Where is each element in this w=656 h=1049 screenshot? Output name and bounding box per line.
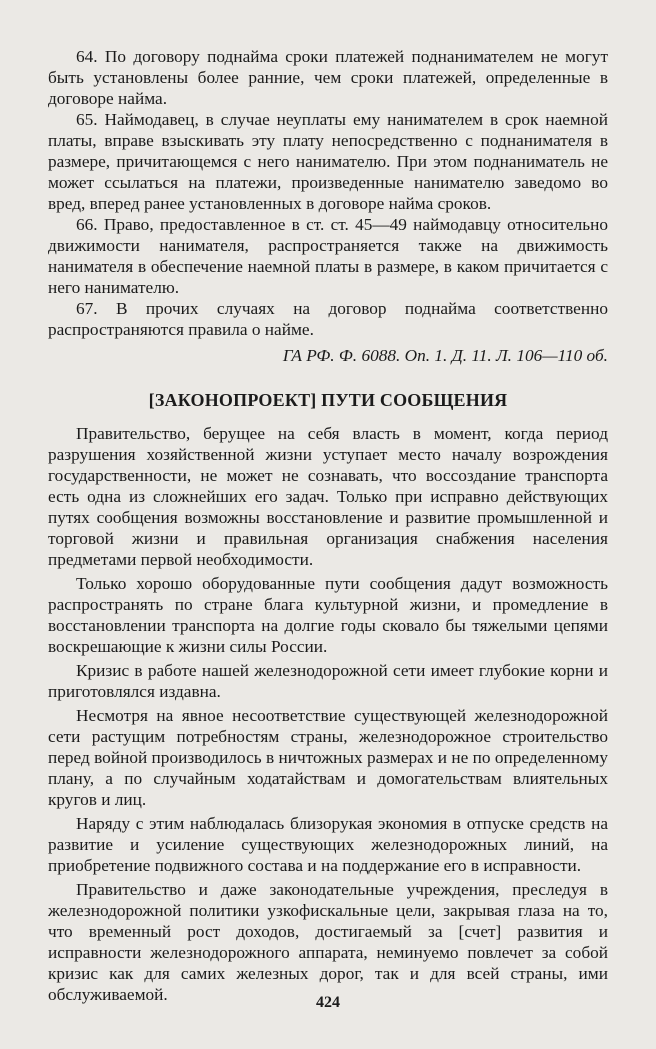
section-paragraph: Несмотря на явное несоответствие существующей железнодорожной сети растущим потребностям страны, железнодорожное строительство перед войной производилось в ничтожных размерах и не по определенному плану, а по случайным ходатайствам и домогательствам влиятельных кругов и лиц. [48,706,608,809]
section-title: [ЗАКОНОПРОЕКТ] ПУТИ СООБЩЕНИЯ [148,390,508,410]
page-text [48,46,608,1005]
paragraph-66: 66. Право, предоставленное в ст. ст. 45—49 наймодавцу относительно движимости нанимателя, распространяется также на движимость нанимателя в обеспечение наемной платы в размере, в каком причитается с него нанимателю. [48,215,608,297]
paragraph-65: 65. Наймодавец, в случае неуплаты ему нанимателем в срок наемной платы, вправе взыскивать эту плату непосредственно с поднанимателя в размере, причитающемся с него нанимателю. При этом поднаниматель не может ссылаться на платежи, произведенные нанимателю заведомо во вред, вперед ранее установленных в договоре найма сроков. [48,110,608,213]
section-paragraph: Кризис в работе нашей железнодорожной сети имеет глубокие корни и приготовлялся издавна. [48,661,608,701]
section-paragraph: Только хорошо оборудованные пути сообщения дадут возможность распространять по стране блага культурной жизни, и промедление в восстановлении транспорта на долгие годы сковало бы тяжелыми цепями воскрешающие к жизни силы России. [48,574,608,656]
section-paragraph: Правительство и даже законодательные учреждения, преследуя в железнодорожной политики узкофискальные цели, закрывая глаза на то, что временный рост доходов, достигаемый за [счет] развития и исправности железнодорожного аппарата, неминуемо повлечет за собой кризис как для самих железных дорог, так и для всей страны, ими обслуживаемой. [48,880,608,1004]
archive-source: ГА РФ. Ф. 6088. Оп. 1. Д. 11. Л. 106—110 об. [282,346,608,365]
section-paragraph: Правительство, берущее на себя власть в момент, когда период разрушения хозяйственной жизни уступает место началу возрождения государственности, не может не сознавать, что воссоздание транспорта есть одна из сложнейших его задач. Только при исправно действующих путях сообщения возможны восстановление и развитие промышленной и торговой жизни и правильная организация снабжения населения предметами первой необходимости. [48,424,608,569]
paragraph-64: 64. По договору поднайма сроки платежей поднанимателем не могут быть установлены более ранние, чем сроки платежей, определенные в договоре найма. [48,47,608,108]
page-number: 424 [316,994,340,1011]
paragraph-67: 67. В прочих случаях на договор поднайма соответственно распространяются правила о найме. [48,299,608,339]
section-body [48,423,608,1005]
section-paragraph: Наряду с этим наблюдалась близорукая экономия в отпуске средств на развитие и усиление существующих железнодорожных линий, на приобретение подвижного состава и на поддержание его в исправности. [48,814,608,875]
